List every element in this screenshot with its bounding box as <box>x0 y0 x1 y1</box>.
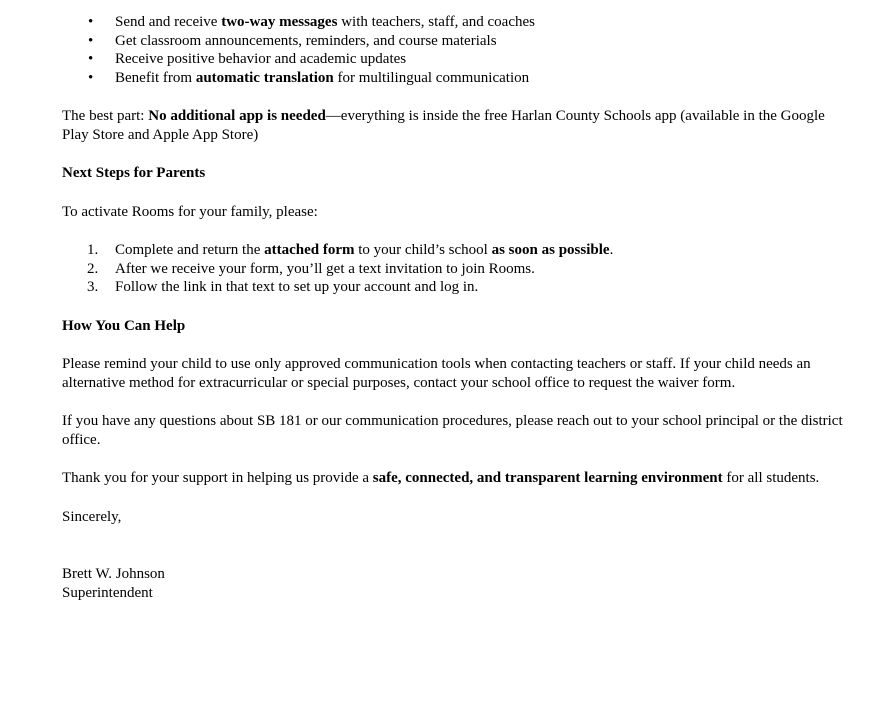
bullet-text: with teachers, staff, and coaches <box>337 14 535 30</box>
step-number: 1. <box>87 242 99 258</box>
activate-intro: To activate Rooms for your family, please: <box>62 203 318 220</box>
help-paragraph: Please remind your child to use only approved communication tools when contacting teachers or staff. If your child needs an alternative method for extracurricular or special purposes, contact your school office to request the waiver form. <box>62 356 811 391</box>
best-part-paragraph <box>62 107 852 144</box>
step-text: to your child’s school <box>354 242 492 258</box>
thanks-rest: for all students. <box>722 470 820 486</box>
thanks-bold: safe, connected, and transparent learning environment <box>372 470 723 486</box>
steps-numbered-list <box>62 241 852 297</box>
bullet-bold-text: two-way messages <box>221 14 338 30</box>
next-steps-heading: Next Steps for Parents <box>62 165 206 181</box>
step-item <box>62 260 852 279</box>
step-text: Follow the link in that text to set up your account and log in. <box>115 279 479 295</box>
bullet-marker: • <box>88 32 94 49</box>
letter-body <box>62 13 852 602</box>
step-item <box>62 241 852 260</box>
step-bold-text: as soon as possible <box>491 242 610 258</box>
bullet-item <box>62 13 852 32</box>
step-text: . <box>609 242 614 258</box>
bullet-marker: • <box>88 51 94 67</box>
step-number: 2. <box>87 260 99 277</box>
bullet-text: Receive positive behavior and academic updates <box>115 51 407 67</box>
thanks-paragraph <box>62 469 852 488</box>
bullet-item <box>62 50 852 69</box>
bullet-text: for multilingual communication <box>333 69 530 86</box>
bullet-item <box>62 69 852 88</box>
best-part-lead: The best part: <box>62 108 149 124</box>
thanks-lead: Thank you for your support in helping us provide a <box>62 470 373 486</box>
bullet-text: Get classroom announcements, reminders, and course materials <box>115 32 497 49</box>
bullet-item <box>62 32 852 51</box>
questions-paragraph: If you have any questions about SB 181 or our communication procedures, please reach out to your school principal or the district office. <box>62 413 843 448</box>
signer-title: Superintendent <box>62 584 153 601</box>
signer-name: Brett W. Johnson <box>62 566 165 582</box>
step-number: 3. <box>87 279 99 295</box>
best-part-rest: —everything is inside the free Harlan County Schools app (available in the Google Play Store and Apple App Store) <box>62 108 825 143</box>
closing: Sincerely, <box>62 508 122 525</box>
bullet-marker: • <box>88 69 94 86</box>
step-item <box>62 278 852 297</box>
features-bullet-list <box>62 13 852 87</box>
bullet-text: Send and receive <box>115 14 222 30</box>
best-part-bold: No additional app is needed <box>148 108 326 124</box>
help-heading: How You Can Help <box>62 317 186 334</box>
bullet-bold-text: automatic translation <box>195 69 334 86</box>
bullet-marker: • <box>88 14 94 30</box>
step-bold-text: attached form <box>264 242 355 258</box>
step-text: After we receive your form, you’ll get a text invitation to join Rooms. <box>115 260 535 277</box>
bullet-text: Benefit from <box>115 69 196 86</box>
step-text: Complete and return the <box>115 242 265 258</box>
